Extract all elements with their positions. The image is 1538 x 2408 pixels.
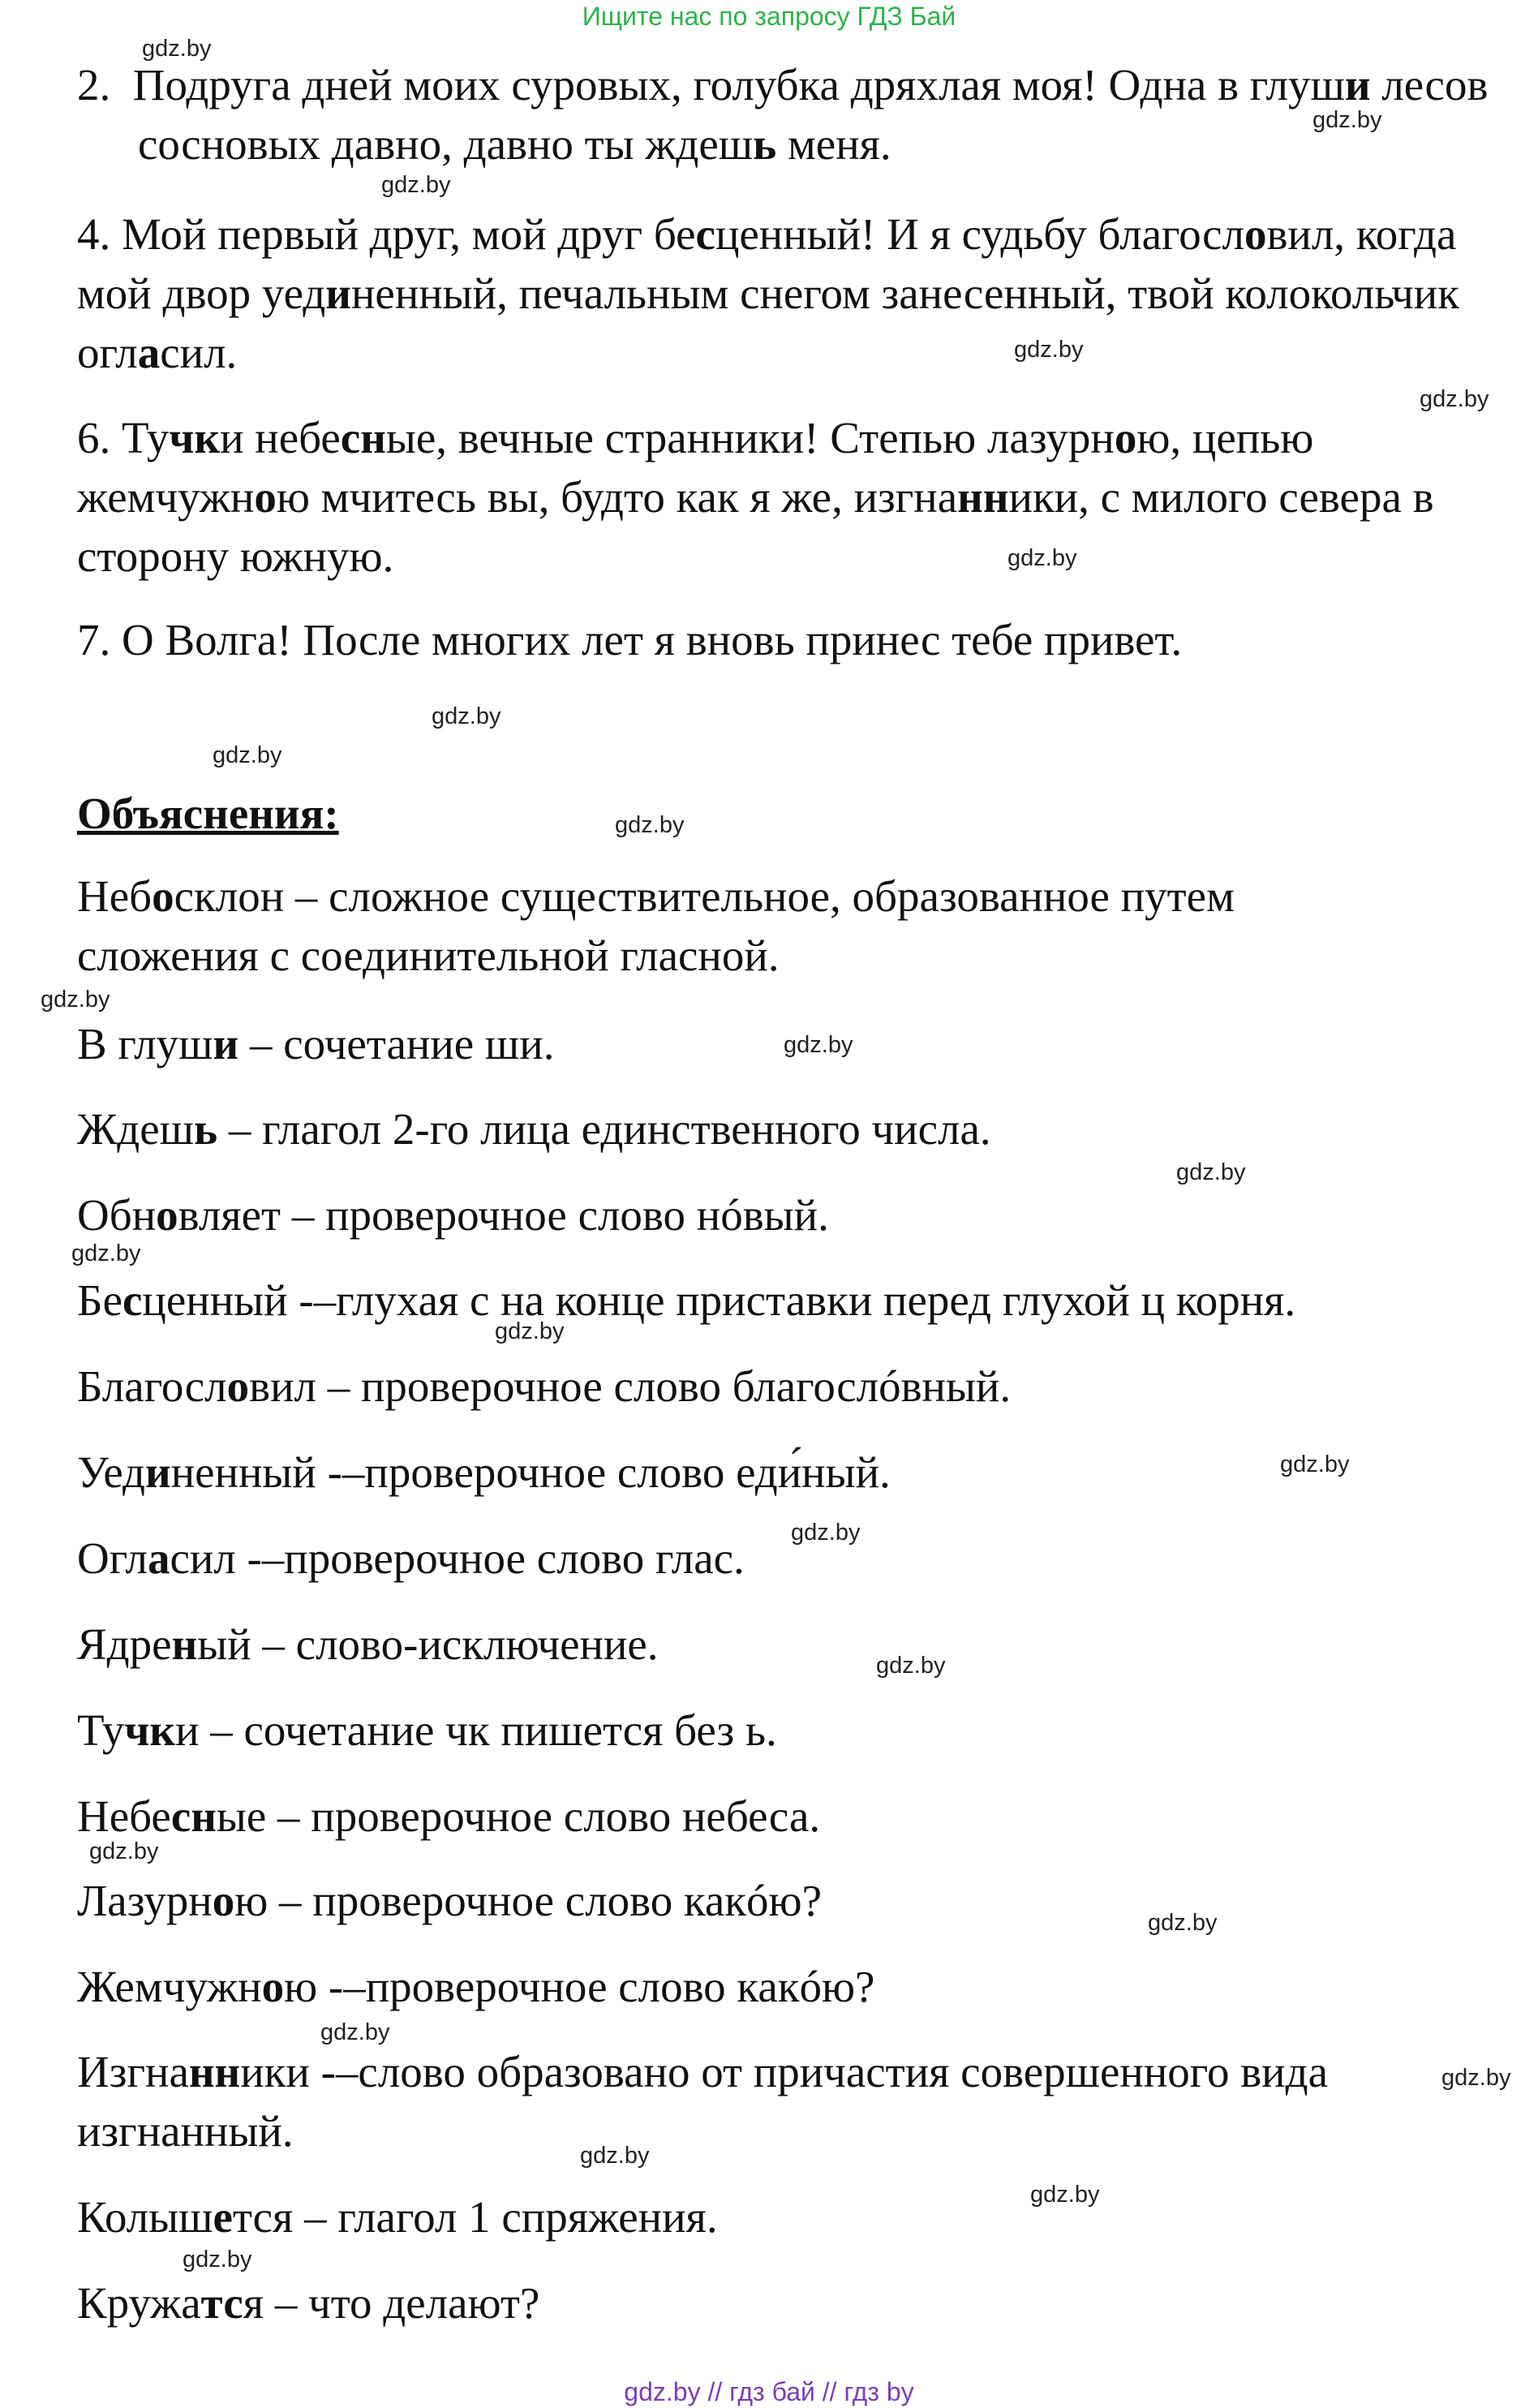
sentence-number: 2. bbox=[77, 60, 111, 110]
watermark: gdz.by bbox=[320, 2019, 390, 2045]
watermark: gdz.by bbox=[142, 36, 212, 62]
footer-links: gdz.by // гдз бай // гдз by bbox=[624, 2377, 914, 2406]
watermark: gdz.by bbox=[381, 172, 451, 198]
explanation-line: В глуши – сочетание ши. bbox=[77, 1019, 555, 1069]
explanation-line: Ждешь – глагол 2-го лица единственного числа. bbox=[77, 1104, 991, 1154]
sentence-6: 6. Тучки небесные, вечные странники! Степью лазурною, цепью жемчужною мчитесь вы, будто как я же, изгнанники, с милого севера в сторону южную. bbox=[77, 413, 1434, 581]
watermark: gdz.by bbox=[213, 742, 282, 768]
watermark: gdz.by bbox=[1441, 2065, 1511, 2091]
watermark: gdz.by bbox=[615, 812, 685, 838]
sentence-2: 2. Подруга дней моих суровых, голубка дряхлая моя! Одна в глуши лесов сосновых давно, давно ты ждешь меня. bbox=[77, 60, 1489, 169]
watermark: gdz.by bbox=[432, 703, 501, 729]
explanation-line: Небосклон – сложное существительное, образованное путем bbox=[77, 871, 1235, 921]
top-banner: Ищите нас по запросу ГДЗ Бай bbox=[582, 2, 956, 31]
watermark: gdz.by bbox=[1280, 1451, 1350, 1477]
explanation-line: Тучки – сочетание чк пишется без ь. bbox=[77, 1705, 777, 1755]
watermark: gdz.by bbox=[495, 1318, 565, 1344]
explanation-line: Благословил – проверочное слово благослóвный. bbox=[77, 1361, 1012, 1411]
explanation-line: Лазурною – проверочное слово какóю? bbox=[77, 1876, 823, 1925]
sentence-7: 7. О Волга! После многих лет я вновь принес тебе привет. bbox=[77, 615, 1183, 664]
explanation-line: Ядреный – слово-исключение. bbox=[77, 1619, 659, 1669]
explanation-line: Кружатся – что делают? bbox=[77, 2278, 540, 2328]
explanation-line: Обновляет – проверочное слово нóвый. bbox=[77, 1190, 829, 1240]
explanations-heading: Объяснения: bbox=[77, 789, 339, 838]
watermark: gdz.by bbox=[1007, 545, 1077, 571]
watermark: gdz.by bbox=[791, 1520, 861, 1546]
watermark: gdz.by bbox=[1176, 1159, 1246, 1185]
watermark: gdz.by bbox=[1312, 107, 1382, 133]
watermark: gdz.by bbox=[1420, 386, 1489, 412]
watermark: gdz.by bbox=[1030, 2182, 1100, 2208]
explanation-line: изгнанный. bbox=[77, 2106, 294, 2156]
watermark: gdz.by bbox=[89, 1838, 159, 1864]
watermark: gdz.by bbox=[1148, 1910, 1218, 1936]
explanation-line: сложения с соединительной гласной. bbox=[77, 931, 780, 980]
watermark: gdz.by bbox=[41, 987, 110, 1013]
explanation-line: Уединенный -–проверочное слово еди́ный. bbox=[77, 1447, 891, 1497]
explanation-line: Колышется – глагол 1 спряжения. bbox=[77, 2192, 718, 2242]
watermark: gdz.by bbox=[876, 1653, 946, 1679]
explanation-line: Бесценный -–глухая с на конце приставки перед глухой ц корня. bbox=[77, 1275, 1296, 1325]
watermark: gdz.by bbox=[580, 2143, 650, 2169]
explanation-line: Жемчужною -–проверочное слово какóю? bbox=[77, 1962, 875, 2011]
watermark: gdz.by bbox=[71, 1241, 141, 1266]
explanation-line: Небесные – проверочное слово небеса. bbox=[77, 1791, 821, 1841]
watermark: gdz.by bbox=[1014, 337, 1084, 363]
explanation-line: Огласил -–проверочное слово глас. bbox=[77, 1533, 745, 1583]
sentence-4: 4. Мой первый друг, мой друг бесценный! И я судьбу благословил, когда мой двор уединенный, печальным снегом занесенный, твой колокольчик огласил. bbox=[77, 209, 1459, 377]
watermark: gdz.by bbox=[183, 2247, 252, 2273]
watermark: gdz.by bbox=[784, 1032, 853, 1058]
explanation-line: Изгнанники -–слово образовано от причастия совершенного вида bbox=[77, 2047, 1329, 2096]
